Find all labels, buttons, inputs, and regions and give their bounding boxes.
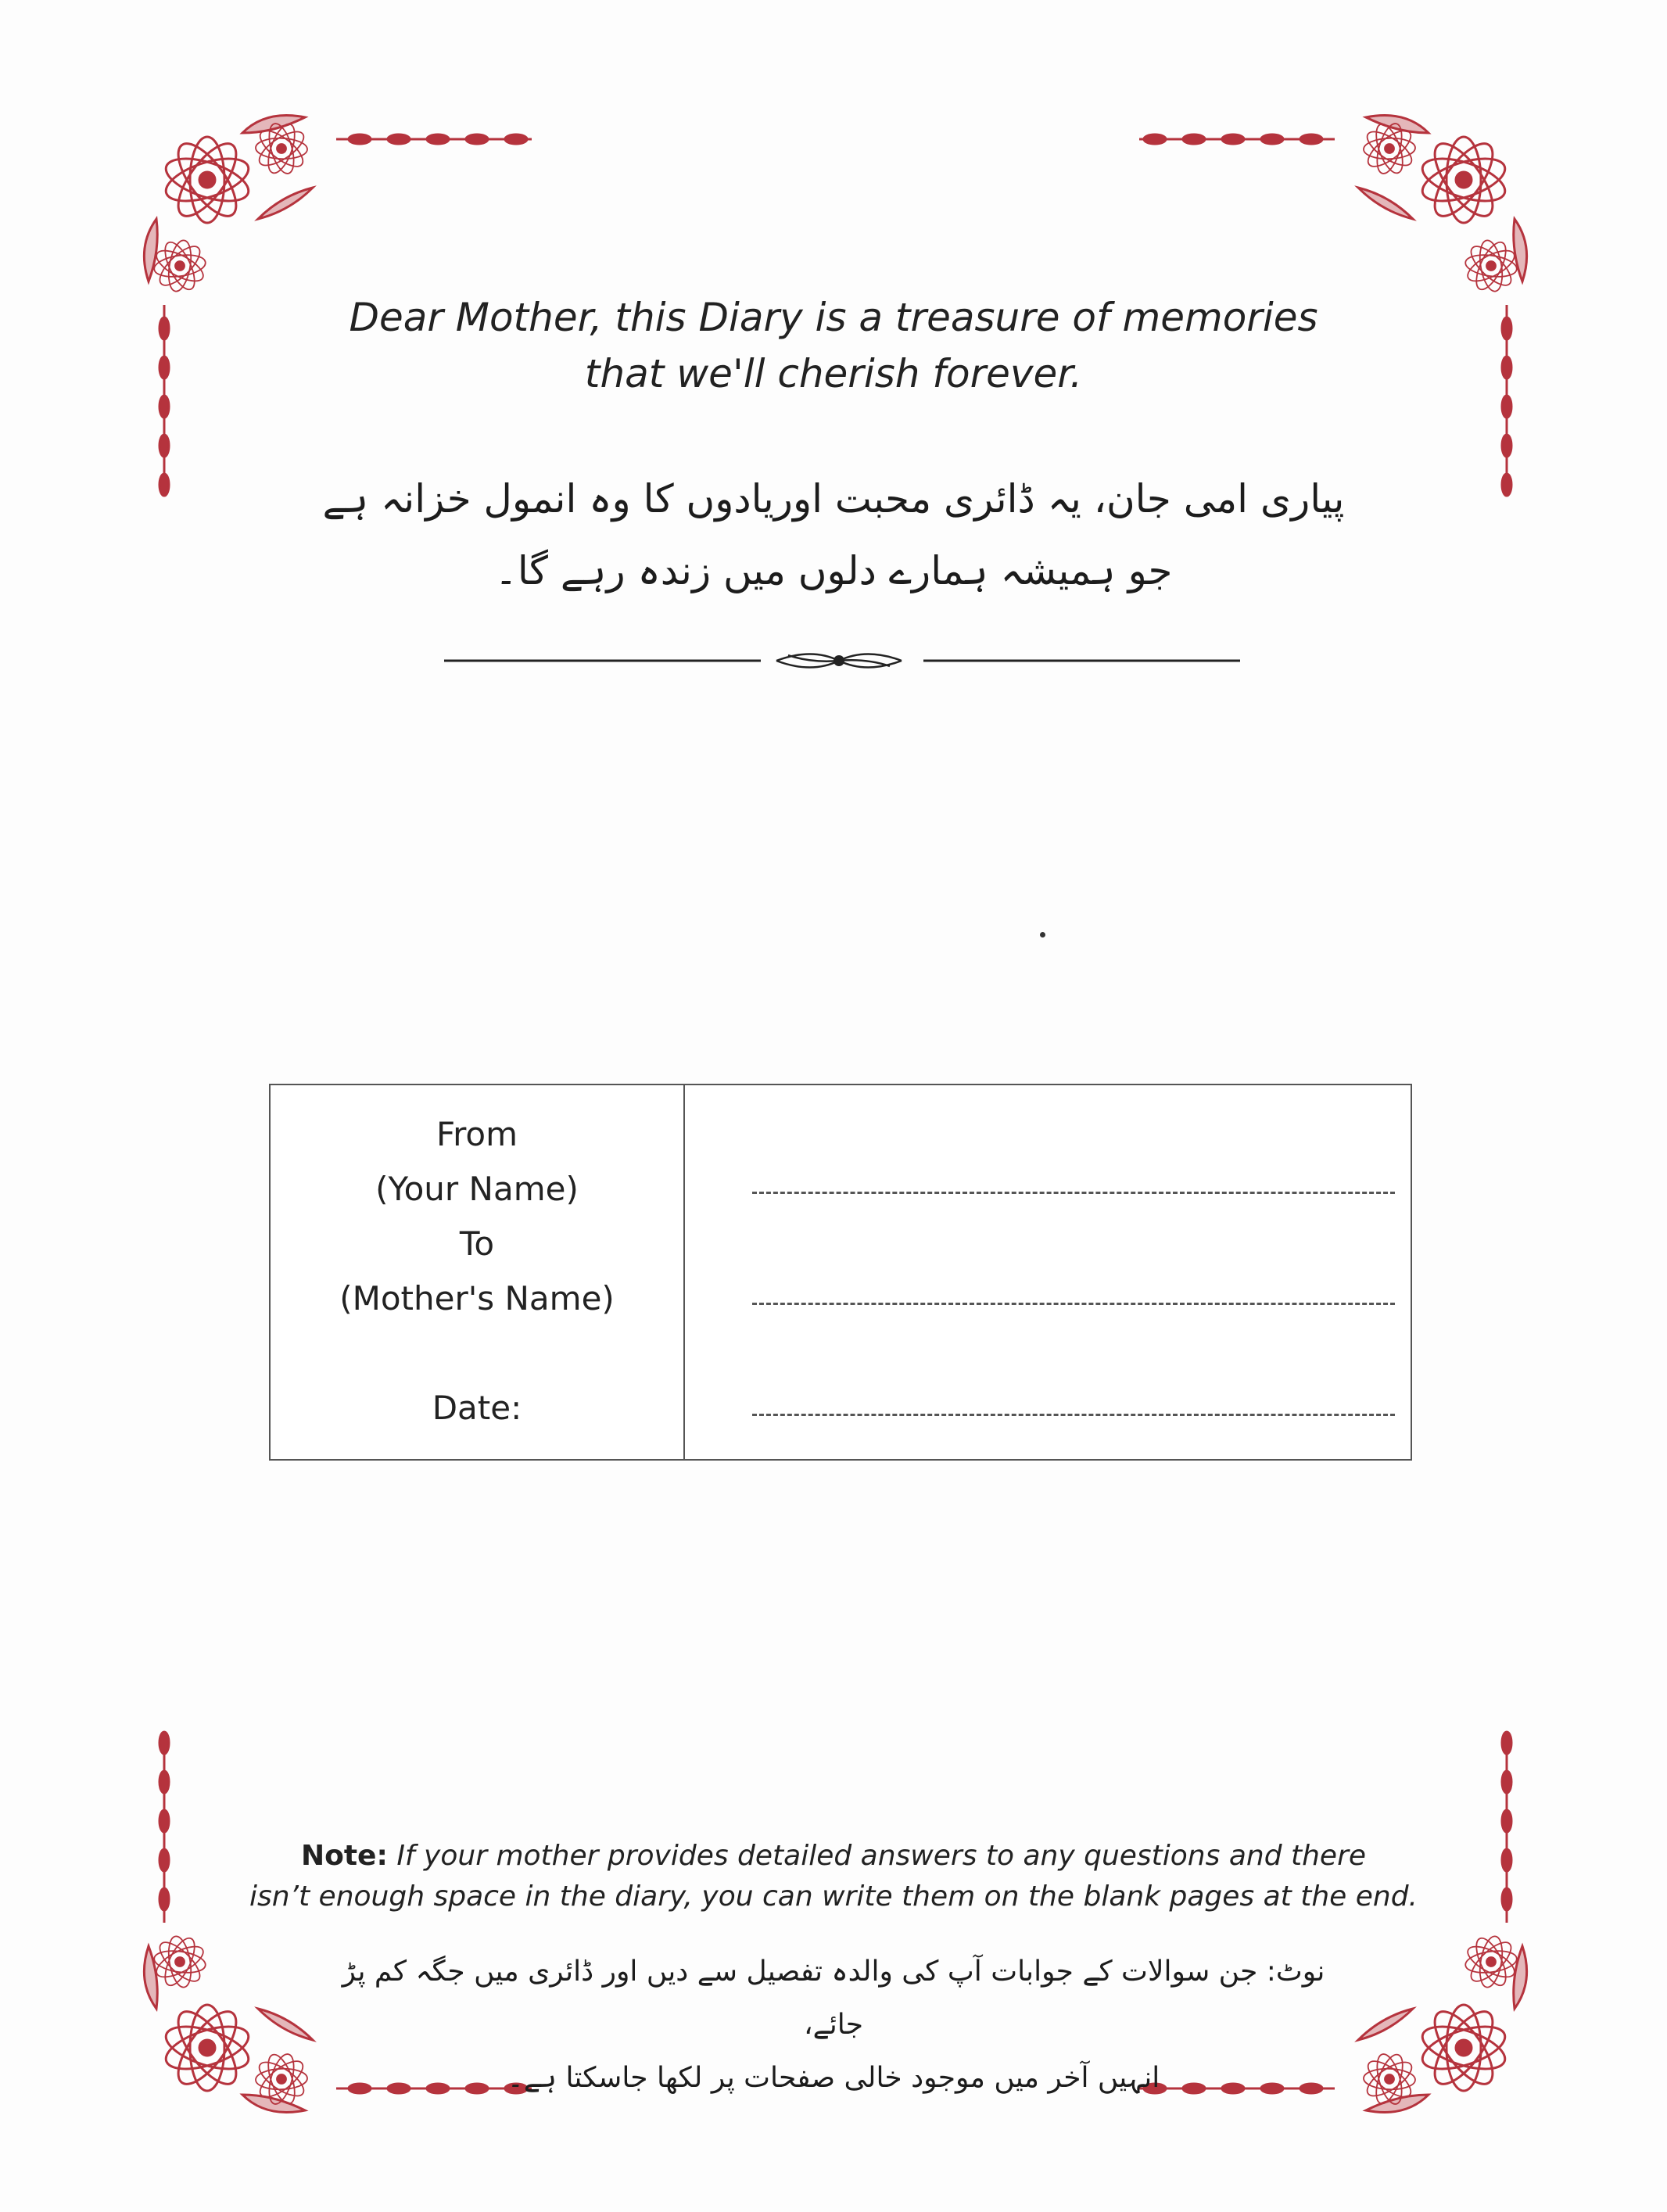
ink-speck [1040, 932, 1045, 938]
urdu-dedication-heading [313, 463, 1354, 607]
note-text-line-1: If your mother provides detailed answers to any questions and there [396, 1840, 1367, 1872]
from-label: From [436, 1115, 518, 1153]
urdu-heading-line-1: پیاری امی جان، یہ ڈائری محبت اوریادوں کا وہ انمول خزانہ ہے [322, 476, 1345, 522]
to-label: To [459, 1224, 495, 1263]
form-labels-column [271, 1085, 685, 1459]
dedication-heading [235, 289, 1432, 402]
date-write-line[interactable] [752, 1414, 1395, 1416]
mothers-name-write-line[interactable] [752, 1303, 1395, 1305]
urdu-note-line-2: انہیں آخر میں موجود خالی صفحات پر لکھا جاسکتا ہے۔ [507, 2062, 1160, 2094]
mothers-name-label: (Mother's Name) [339, 1279, 615, 1318]
note-line-1 [203, 1836, 1464, 1877]
urdu-heading-line-2: جو ہمیشہ ہمارے دلوں میں زندہ رہے گا۔ [494, 548, 1173, 593]
note-text-line-2: isn’t enough space in the diary, you can write them on the blank pages at the end. [249, 1880, 1418, 1913]
your-name-label: (Your Name) [375, 1170, 579, 1208]
dedication-heading-line-1: Dear Mother, this Diary is a treasure of memories [349, 295, 1318, 340]
urdu-note-block [328, 1945, 1339, 2105]
dedication-form [269, 1084, 1412, 1461]
scroll-divider-ornament [444, 641, 1240, 680]
your-name-write-line[interactable] [752, 1192, 1395, 1194]
note-block [203, 1836, 1464, 1917]
date-label: Date: [432, 1389, 522, 1427]
dedication-heading-line-2: that we'll cherish forever. [584, 351, 1083, 396]
scroll-divider-icon [444, 641, 1240, 680]
note-label: Note: [300, 1840, 388, 1872]
urdu-note-line-1: نوٹ: جن سوالات کے جوابات آپ کی والدہ تفصیل سے دیں اور ڈائری میں جگہ کم پڑ جائے، [342, 1956, 1325, 2041]
